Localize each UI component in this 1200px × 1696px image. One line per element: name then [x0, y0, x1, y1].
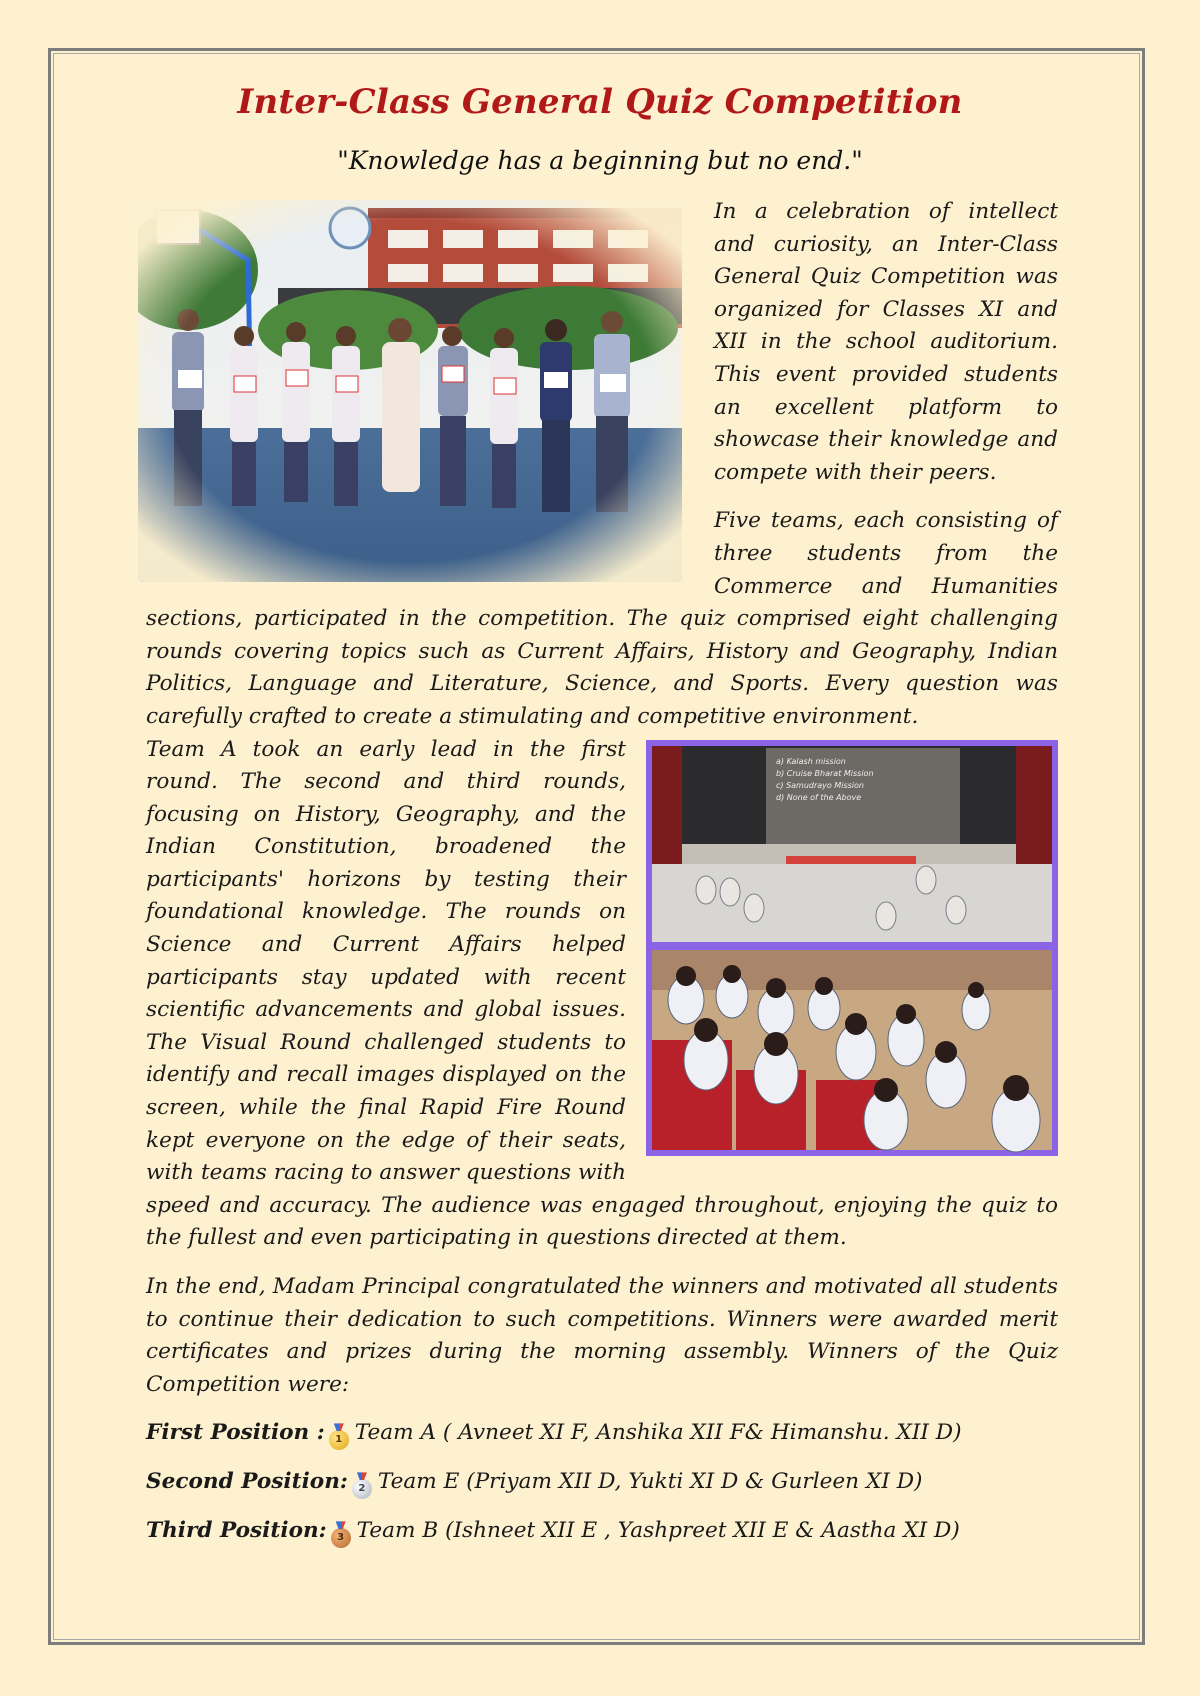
event-photos-image	[646, 740, 1058, 1156]
silver-medal-icon: 2	[352, 1479, 372, 1499]
winner-position-label: First Position :	[146, 1420, 325, 1446]
winner-team: Team B (Ishneet XII E , Yashpreet XII E & Aastha XI D)	[356, 1518, 960, 1544]
rounds-paragraph: Team A took an early lead in the first round. The second and third rounds, focusing on History, Geography, and the Indian Constitution, broadened the participants' horizons by testing their foundational knowledge. The rounds on Science and Current Affairs helped participants stay updated with recent scientific advancements and global issues. The Visual Round challenged students to identify and recall images displayed on the screen, while the final Rapid Fire Round kept everyone on the edge of their seats, with teams racing to answer questions with speed and accuracy. The audience was engaged throughout, enjoying the quiz to the fullest and even participating in questions directed at them.	[146, 736, 1058, 1251]
screen-option-c: c) Samudrayo Mission	[776, 780, 864, 790]
screen-option-a: a) Kalash mission	[776, 756, 846, 766]
teams-paragraph: Five teams, each consisting of three students from the Commerce and Humanities sections, participated in the competition. The quiz comprised eight challenging rounds covering topics such as Current Affairs, History and Geography, Indian Politics, Language and Literature, Science, and Sports. Every question was carefully crafted to create a stimulating and competitive environment.	[146, 508, 1058, 729]
winner-third	[146, 1515, 1058, 1548]
winner-team: Team E (Priyam XII D, Yukti XI D & Gurleen XI D)	[377, 1469, 923, 1495]
intro-paragraph: In a celebration of intellect and curiosity, an Inter-Class General Quiz Competition was organized for Classes XI and XII in the school auditorium. This event provided students an excellent platform to showcase their knowledge and compete with their peers.	[714, 199, 1058, 485]
winner-second	[146, 1466, 1058, 1499]
winner-position-label: Second Position:	[146, 1469, 348, 1495]
audience-photo	[652, 950, 1052, 1152]
stage-photo	[652, 746, 1052, 942]
bronze-medal-icon: 3	[331, 1528, 351, 1548]
group-photo	[138, 200, 682, 582]
closing-paragraph: In the end, Madam Principal congratulated the winners and motivated all students to continue their dedication to such competitions. Winners were awarded merit certificates and prizes during the morning assembly. Winners of the Quiz Competition were:	[146, 1274, 1058, 1397]
winner-first	[146, 1417, 1058, 1450]
event-photos	[646, 740, 1058, 1156]
group-photo-image	[138, 200, 682, 582]
screen-option-b: b) Cruise Bharat Mission	[776, 768, 874, 778]
winner-position-label: Third Position:	[146, 1518, 327, 1544]
winners-list	[146, 1417, 1058, 1548]
page-title: Inter-Class General Quiz Competition	[237, 82, 963, 122]
gold-medal-icon: 1	[329, 1430, 349, 1450]
screen-option-d: d) None of the Above	[776, 792, 862, 802]
article-body	[146, 196, 1058, 1564]
winner-team: Team A ( Avneet XI F, Anshika XII F& Himanshu. XII D)	[354, 1420, 962, 1446]
quote: "Knowledge has a beginning but no end."	[337, 146, 863, 175]
